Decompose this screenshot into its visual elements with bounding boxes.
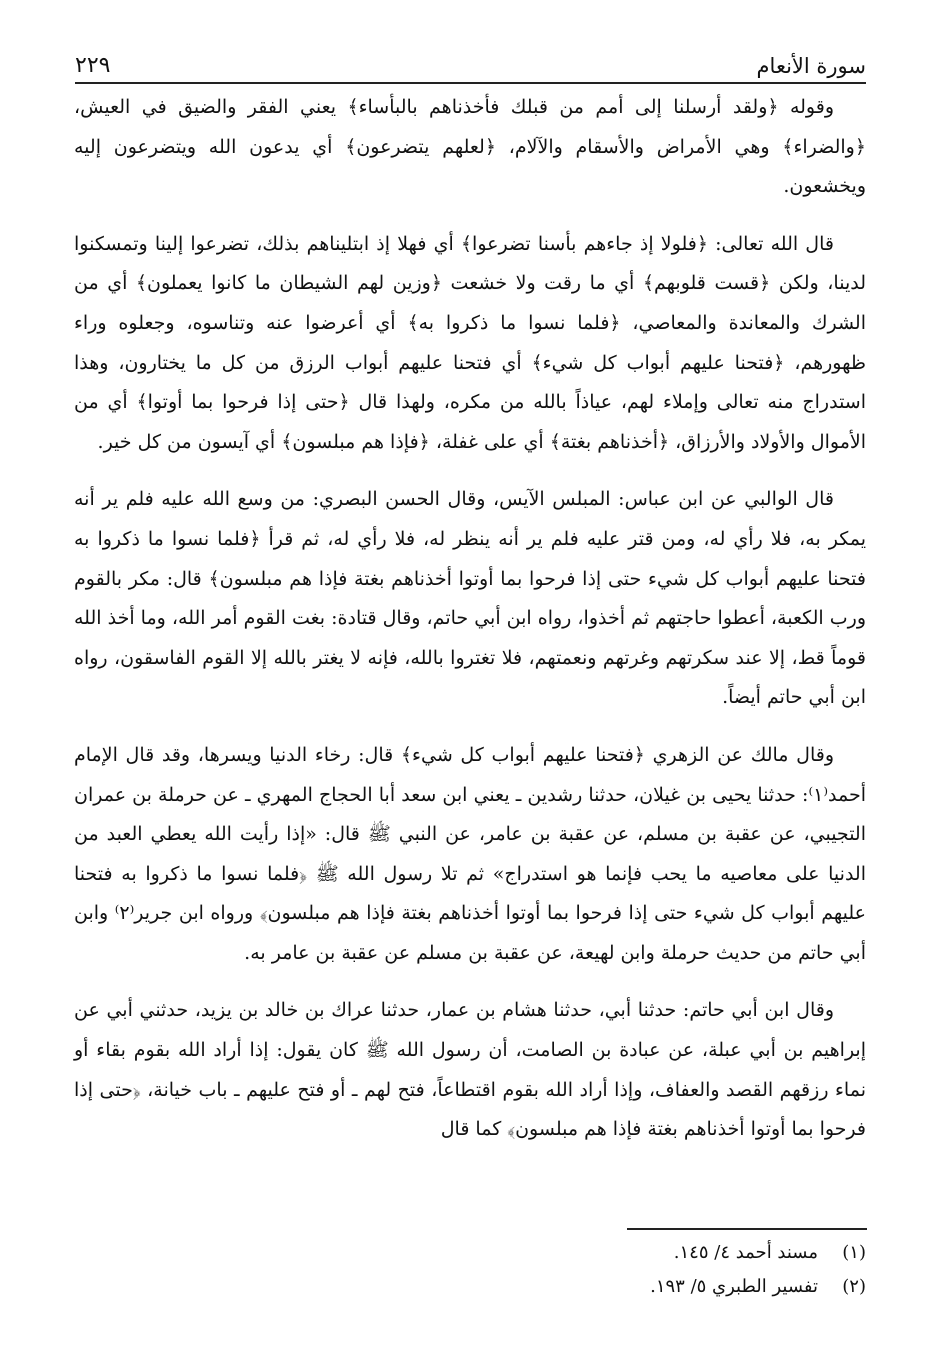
footnote-number: (٢) (842, 1276, 866, 1297)
footnote-number: (١) (842, 1242, 866, 1263)
paragraph: قال الله تعالى: ﴿فلولا إذ جاءهم بأسنا تضرعوا﴾ أي فهلا إذ ابتليناهم بذلك، تضرعوا إلينا وتمسكنوا لدينا، ولكن ﴿قست قلوبهم﴾ أي ما رقت ولا خشعت ﴿وزين لهم الشيطان ما كانوا يعملون﴾ أي من الشرك والمعاندة والمعاصي، ﴿فلما نسوا ما ذكروا به﴾ أي أعرضوا عنه وتناسوه، وجعلوه وراء ظهورهم، ﴿فتحنا عليهم أبواب كل شيء﴾ أي فتحنا عليهم أبواب الرزق من كل ما يختارون، وهذا استدراج منه تعالى وإملاء لهم، عياذاً بالله من مكره، ولهذا قال ﴿حتى إذا فرحوا بما أوتوا﴾ أي من الأموال والأولاد والأرزاق، ﴿أخذناهم بغتة﴾ أي على غفلة، ﴿فإذا هم مبلسون﴾ أي آيسون من كل خير. (74, 232, 866, 453)
paragraph: قال الوالبي عن ابن عباس: المبلس الآيس، وقال الحسن البصري: من وسع الله عليه فلم ير أنه يمكر به، فلا رأي له، ومن قتر عليه فلم ير أنه ينظر له، فلا رأي له، ثم قرأ ﴿فلما نسوا ما ذكروا به فتحنا عليهم أبواب كل شيء حتى إذا فرحوا بما أوتوا أخذناهم بغتة فإذا هم مبلسون﴾ قال: مكر بالقوم ورب الكعبة، أعطوا حاجتهم ثم أخذوا، رواه ابن أبي حاتم، وقال قتادة: بغت القوم أمر الله، وما أخذ الله قوماً قط، إلا عند سكرتهم وغرتهم ونعمتهم، فلا تغتروا بالله، فإنه لا يغتر بالله إلا القوم الفاسقون، رواه ابن أبي حاتم أيضاً. (74, 488, 866, 709)
footnote-text: مسند أحمد ٤/ ١٤٥. (673, 1242, 818, 1263)
footnote-item (300, 1236, 866, 1270)
footnote-item (300, 1270, 866, 1304)
paragraph: وقال مالك عن الزهري ﴿فتحنا عليهم أبواب كل شيء﴾ قال: رخاء الدنيا ويسرها، وقد قال الإمام أحمد⁽١⁾: حدثنا يحيى بن غيلان، حدثنا رشدين ـ يعني ابن سعد أبا الحجاج المهري ـ عن حرملة بن عمران التجيبي، عن عقبة بن مسلم، عن عقبة بن عامر، عن النبي ﷺ قال: «إذا رأيت الله يعطي العبد من الدنيا على معاصيه ما يحب فإنما هو استدراج» ثم تلا رسول الله ﷺ ﴿فلما نسوا ما ذكروا به فتحنا عليهم أبواب كل شيء حتى إذا فرحوا بما أوتوا أخذناهم بغتة فإذا هم مبلسون﴾ ورواه ابن جرير⁽٢⁾ وابن أبي حاتم من حديث حرملة وابن لهيعة، عن عقبة بن مسلم عن عقبة بن عامر به. (74, 743, 866, 964)
page-number: ٢٢٩ (75, 53, 111, 78)
paragraph: وقوله ﴿ولقد أرسلنا إلى أمم من قبلك فأخذناهم بالبأساء﴾ يعني الفقر والضيق في العيش، ﴿والضراء﴾ وهي الأمراض والأسقام والآلام، ﴿لعلهم يتضرعون﴾ أي يدعون الله ويتضرعون إليه ويخشعون. (74, 96, 866, 198)
body-text (74, 88, 866, 1168)
page-header (75, 44, 866, 84)
paragraph: وقال ابن أبي حاتم: حدثنا أبي، حدثنا هشام بن عمار، حدثنا عراك بن خالد بن يزيد، حدثني أبي عن إبراهيم بن أبي عبلة، عن عبادة بن الصامت، أن رسول الله ﷺ كان يقول: إذا أراد الله بقوم بقاء أو نماء رزقهم القصد والعفاف، وإذا أراد الله بقوم اقتطاعاً، فتح لهم ـ أو فتح عليهم ـ باب خيانة، ﴿حتى إذا فرحوا بما أوتوا أخذناهم بغتة فإذا هم مبلسون﴾ كما قال (74, 999, 866, 1141)
footnotes (300, 1236, 866, 1304)
footnote-text: تفسير الطبري ٥/ ١٩٣. (650, 1276, 818, 1297)
footnote-divider (627, 1228, 867, 1230)
surah-title: سورة الأنعام (756, 54, 866, 78)
